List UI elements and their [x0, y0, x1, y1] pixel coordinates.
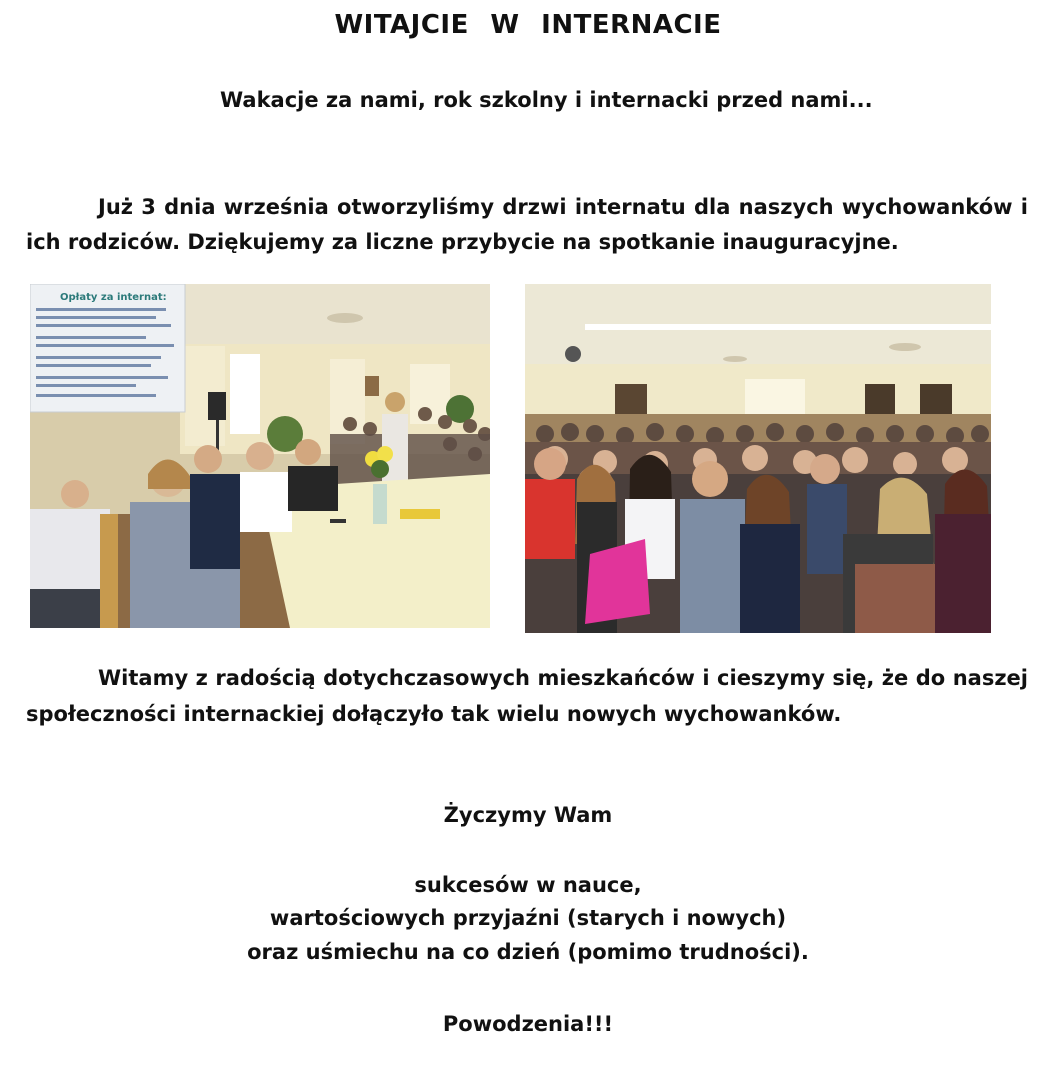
audience-photo-right	[525, 284, 991, 633]
meeting-photo-left	[30, 284, 490, 628]
wishes-heading: Życzymy Wam	[443, 803, 613, 827]
intro-paragraph: Już 3 dnia września otworzyliśmy drzwi internatu dla naszych wychowanków i ich rodziców. Dziękujemy za liczne przybycie na spotkanie inauguracyjne.	[26, 195, 1028, 254]
wish-line: wartościowych przyjaźni (starych i nowych)	[269, 906, 787, 930]
closing-text: Powodzenia!!!	[442, 1012, 614, 1036]
welcome-paragraph: Witamy z radością dotychczasowych mieszkańców i cieszymy się, że do naszej społeczności internackiej dołączyło tak wielu nowych wychowanków.	[26, 666, 1028, 726]
wish-line: sukcesów w nauce,	[414, 873, 642, 897]
slide-title: Opłaty za internat:	[60, 292, 167, 303]
subtitle: Wakacje za nami, rok szkolny i internacki przed nami...	[220, 88, 873, 112]
wish-line: oraz uśmiechu na co dzień (pomimo trudności).	[247, 940, 809, 964]
page-title: WITAJCIE W INTERNACIE	[334, 10, 722, 40]
